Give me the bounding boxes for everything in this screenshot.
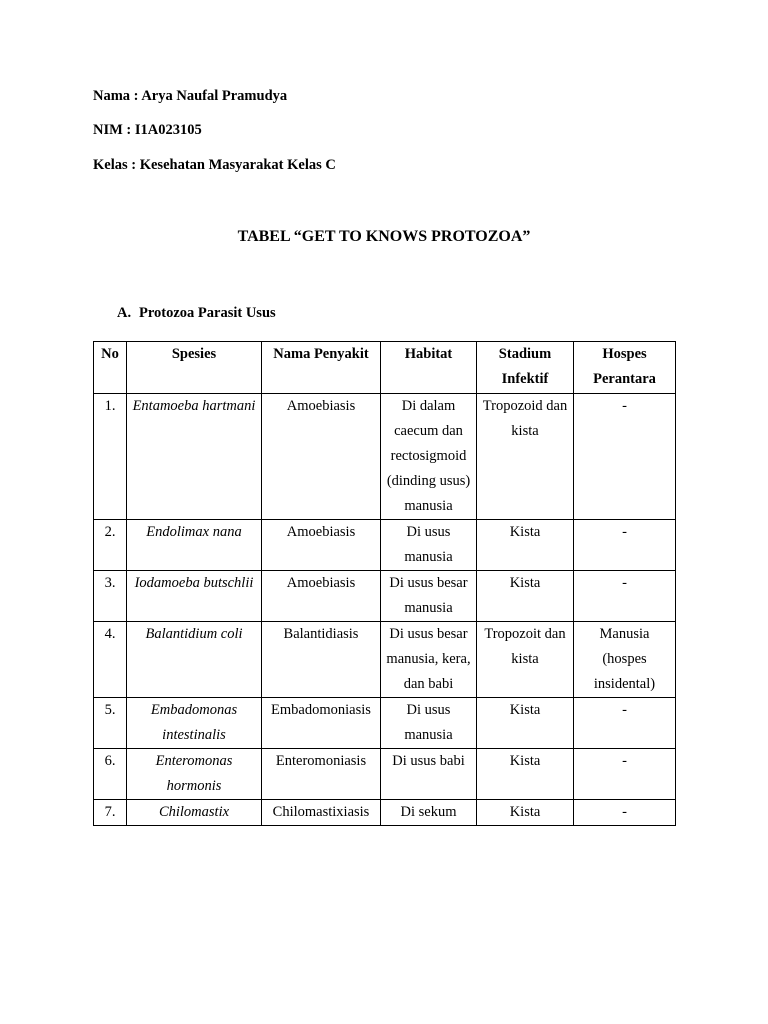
table-row	[94, 698, 676, 749]
cell-spesies: Iodamoeba butschlii	[127, 571, 262, 622]
cell-no: 1.	[94, 394, 127, 520]
cell-hospes: -	[574, 520, 676, 571]
cell-no: 2.	[94, 520, 127, 571]
cell-stadium: Kista	[477, 520, 574, 571]
cell-hospes: -	[574, 698, 676, 749]
cell-habitat: Di dalam caecum dan rectosigmoid (dinding usus) manusia	[381, 394, 477, 520]
cell-penyakit: Enteromoniasis	[262, 749, 381, 800]
cell-penyakit: Amoebiasis	[262, 520, 381, 571]
cell-habitat: Di sekum	[381, 800, 477, 826]
cell-no: 5.	[94, 698, 127, 749]
cell-stadium: Tropozoid dan kista	[477, 394, 574, 520]
section-label: Protozoa Parasit Usus	[139, 305, 276, 321]
header-penyakit: Nama Penyakit	[262, 342, 381, 394]
cell-habitat: Di usus besar manusia	[381, 571, 477, 622]
table-row	[94, 800, 676, 826]
protozoa-table	[93, 341, 676, 826]
cell-hospes: -	[574, 749, 676, 800]
table-row	[94, 749, 676, 800]
cell-spesies: Balantidium coli	[127, 622, 262, 698]
cell-spesies: Chilomastix	[127, 800, 262, 826]
cell-spesies: Embadomonas intestinalis	[127, 698, 262, 749]
cell-penyakit: Amoebiasis	[262, 571, 381, 622]
cell-no: 7.	[94, 800, 127, 826]
cell-spesies: Entamoeba hartmani	[127, 394, 262, 520]
cell-hospes: -	[574, 394, 676, 520]
header-hospes: Hospes Perantara	[574, 342, 676, 394]
cell-habitat: Di usus babi	[381, 749, 477, 800]
cell-no: 6.	[94, 749, 127, 800]
table-header-row	[94, 342, 676, 394]
cell-habitat: Di usus besar manusia, kera, dan babi	[381, 622, 477, 698]
document-title: TABEL “GET TO KNOWS PROTOZOA”	[237, 228, 531, 245]
cell-no: 3.	[94, 571, 127, 622]
table-row	[94, 520, 676, 571]
cell-hospes: -	[574, 571, 676, 622]
table-row	[94, 571, 676, 622]
cell-spesies: Endolimax nana	[127, 520, 262, 571]
student-nim: NIM : I1A023105	[93, 122, 202, 138]
cell-stadium: Kista	[477, 571, 574, 622]
cell-penyakit: Balantidiasis	[262, 622, 381, 698]
cell-habitat: Di usus manusia	[381, 520, 477, 571]
cell-penyakit: Chilomastixiasis	[262, 800, 381, 826]
cell-penyakit: Amoebiasis	[262, 394, 381, 520]
table-row	[94, 622, 676, 698]
cell-spesies: Enteromonas hormonis	[127, 749, 262, 800]
cell-stadium: Kista	[477, 698, 574, 749]
student-class: Kelas : Kesehatan Masyarakat Kelas C	[93, 157, 336, 173]
header-habitat: Habitat	[381, 342, 477, 394]
cell-stadium: Tropozoit dan kista	[477, 622, 574, 698]
cell-stadium: Kista	[477, 749, 574, 800]
header-stadium: Stadium Infektif	[477, 342, 574, 394]
table-body	[94, 394, 676, 826]
section-heading	[117, 305, 276, 322]
section-letter: A.	[117, 305, 132, 321]
cell-penyakit: Embadomoniasis	[262, 698, 381, 749]
cell-stadium: Kista	[477, 800, 574, 826]
header-no: No	[94, 342, 127, 394]
cell-hospes: -	[574, 800, 676, 826]
header-spesies: Spesies	[127, 342, 262, 394]
cell-habitat: Di usus manusia	[381, 698, 477, 749]
cell-no: 4.	[94, 622, 127, 698]
table-row	[94, 394, 676, 520]
cell-hospes: Manusia (hospes insidental)	[574, 622, 676, 698]
student-name: Nama : Arya Naufal Pramudya	[93, 88, 288, 104]
